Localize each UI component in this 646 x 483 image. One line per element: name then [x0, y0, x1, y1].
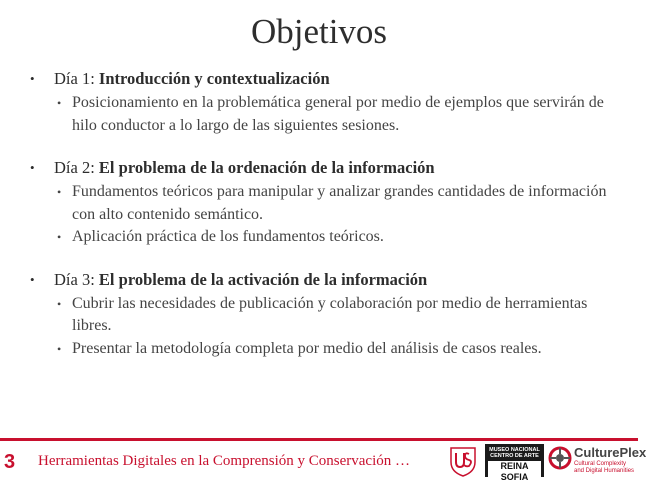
bullet-icon: •	[57, 185, 62, 199]
bullet-icon: •	[57, 341, 62, 356]
sub-item: • Aplicación práctica de los fundamentos teóricos.	[54, 226, 623, 249]
day-prefix: Día 2:	[54, 158, 99, 177]
bullet-icon: •	[57, 230, 62, 244]
day-name: El problema de la ordenación de la información	[98, 158, 435, 177]
cultureplex-mark-icon	[548, 446, 572, 470]
sub-item: • Fundamentos teóricos para manipular y analizar grandes cantidades de información con alto contenido semántico.	[57, 183, 607, 223]
university-seal-icon	[448, 444, 478, 477]
sub-item: • Cubrir las necesidades de publicación y colaboración por medio de herramientas libres.	[57, 294, 588, 334]
sub-list	[54, 92, 623, 137]
bullet-icon: •	[30, 271, 35, 287]
sub-list	[54, 293, 623, 361]
sub-item: • Presentar la metodología completa por medio del análisis de casos reales.	[54, 338, 623, 361]
day-name: Introducción y contextualización	[98, 69, 330, 88]
objectives-list	[28, 68, 623, 360]
footer-title: Herramientas Digitales en la Comprensión y Conservación …	[38, 453, 410, 469]
day-item	[28, 157, 623, 249]
day-prefix: Día 3:	[54, 269, 99, 289]
slide-footer	[0, 438, 646, 482]
cultureplex-logo: CulturePlex Cultural Complexity and Digital Humanities	[548, 444, 636, 477]
sub-list	[54, 181, 623, 249]
day-item	[28, 269, 623, 361]
day-item	[28, 68, 623, 137]
museum-logo: MUSEO NACIONAL CENTRO DE ARTE REINA SOFIA	[485, 444, 544, 477]
slide-title: Objetivos	[250, 12, 388, 51]
day-name: El problema de la activación de la información	[98, 269, 428, 289]
bullet-icon: •	[30, 160, 35, 175]
bullet-icon: •	[57, 296, 62, 311]
bullet-icon: •	[30, 71, 35, 86]
bullet-icon: •	[57, 96, 62, 110]
sub-item: • Posicionamiento en la problemática general por medio de ejemplos que servirán de hilo conductor a lo largo de las siguientes sesiones.	[57, 94, 604, 134]
day-prefix: Día 1:	[54, 69, 99, 88]
page-number: 3	[4, 451, 16, 473]
